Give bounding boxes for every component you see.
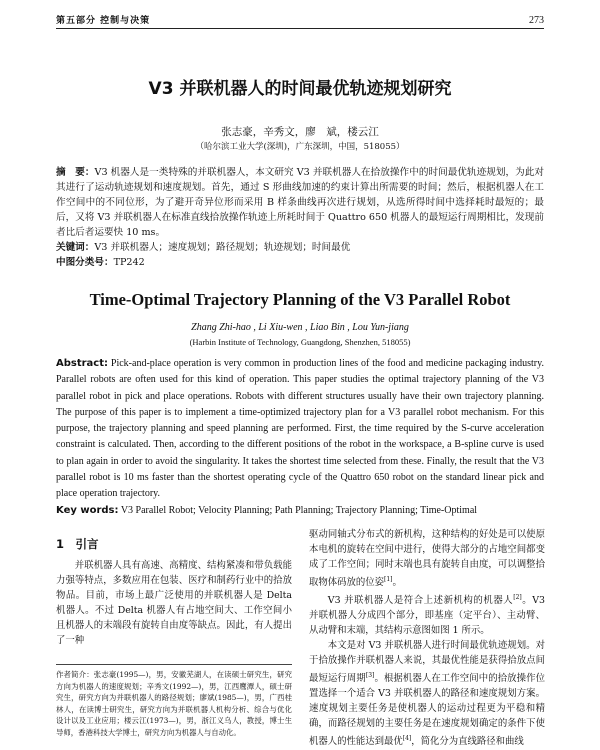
chinese-abstract-text: V3 机器人是一类特殊的并联机器人，本文研究 V3 并联机器人在拾放操作中的时间最优轨迹规划，为此对其进行了运动轨迹规划和速度规划。首先，通过 S 形曲线加速的约束计算出所需要的时间；然后，根据机器人在工作空间中的不同位形，为了避开奇异位形而采用 B 样条曲线再次进行规划，从选所得时间中选择耗时最短的；最后，又将 V3 并联机器人在标准直线拾放操作轨迹上所耗时间于 Quattro 650 机器人的最短运行周期相比，发现前者比后者运要快 10 ms。 [56, 167, 544, 238]
english-affiliation: (Harbin Institute of Technology, Guangdong, Shenzhen, 518055) [189, 337, 411, 347]
chinese-clc-text: TP242 [113, 257, 145, 268]
chinese-abstract-label: 摘 要： [56, 167, 95, 178]
chinese-abstract-block [56, 165, 544, 270]
english-authors: Zhang Zhi-hao , Li Xiu-wen , Liao Bin , Lou Yun-jiang [191, 322, 409, 333]
english-keywords-text: V3 Parallel Robot; Velocity Planning; Path Planning; Trajectory Planning; Time-Optimal [118, 504, 478, 516]
chinese-keywords-label: 关键词： [56, 242, 95, 253]
right-paragraph-3 [309, 638, 545, 749]
chinese-abstract [56, 165, 544, 240]
right-paragraph-1 [309, 527, 545, 590]
english-abstract-label: Abstract: [56, 358, 109, 369]
right-paragraph-2-end: 。V3 并联机器人分成四个部分，即基座（定平台）、主动臂、从动臂和末端，其结构示意图如图 1 所示。 [309, 595, 545, 637]
right-paragraph-2-text: V3 并联机器人是符合上述新机构的机器人 [327, 595, 514, 607]
page-number: 273 [529, 15, 544, 26]
left-column [56, 527, 292, 648]
author-footnote-text: 作者简介：张志豪(1995—)，男，安徽芜湖人，在读硕士研究生，研究方向为机器人的速度规划；辛秀文(1992—)，男，江西鹰潭人，硕士研究生，研究方向为并联机器人的路径规划；廖斌(1985—)，男，广西桂林人，在读博士研究生，研究方向为并联机器人机构分析、综合与优化设计以及工业应用；楼云江(1973—)，男，浙江义乌人，教授，博士生导师，香港科技大学博士，研究方向为机器人与自动化。 [56, 670, 292, 737]
english-keywords-label: Key words: [56, 504, 119, 516]
chinese-title: V3 并联机器人的时间最优轨迹规划研究 [148, 79, 452, 99]
section-heading-introduction: 1 引言 [56, 537, 99, 551]
chinese-keywords [56, 240, 544, 255]
right-paragraph-3-end: ，简化分为直线路径和曲线 [411, 736, 524, 748]
running-head [56, 10, 544, 29]
english-abstract-text: Pick-and-place operation is very common in production lines of the food and medicine packaging industry. Parallel robots are often used for this kind of operation. This paper studies the optimal trajectory planning of the V3 parallel robot in pick and place operations. Robots with different structures usually have their own trajectory planning. The purpose of this paper is to implement a time-optimized trajectory plan for a V3 parallel robot mechanism. For this purpose, the trajectory planning and speed planning are performed. First, the time required by the S-curve acceleration constraint is calculated. Then, according to the different positions of the robot in the workspace, a B-spline curve is used to plan again in order to avoid the singularity. It takes the shortest time selected from these. Finally, the result that the V3 parallel robot is 10 ms faster than the shortest operating cycle of the Quattro 650 robot on the standard linear pick and place operation trajectory. [56, 358, 544, 500]
chinese-authors: 张志豪，辛秀文，廖 斌，楼云江 [221, 126, 379, 138]
author-footnote [56, 664, 292, 739]
right-paragraph-2 [309, 590, 545, 638]
chinese-keywords-text: V3 并联机器人；速度规划；路径规划；轨迹规划；时间最优 [94, 242, 351, 253]
right-paragraph-1-text: 驱动同轴式分布式的新机构，这种结构的好处是可以使原本电机的旋转在空间中进行，使得大部分的占地空间都变成了工作空间；同时末端也具有旋转自由度，可以调整拾取物体码放的位姿 [309, 529, 545, 589]
citation-4[interactable]: [4] [402, 735, 412, 743]
chinese-clc [56, 255, 544, 270]
english-abstract-block [56, 356, 544, 519]
right-paragraph-1-end: 。 [392, 577, 402, 589]
citation-1[interactable]: [1] [384, 576, 393, 583]
chinese-clc-label: 中图分类号： [56, 257, 114, 268]
citation-3[interactable]: [3] [365, 672, 375, 680]
english-keywords [56, 503, 544, 519]
right-paragraph-3-mid: 。根据机器人在工作空间中的拾放操作位置选择一个适合 V3 并联机器人的路径和速度规划方案。速度规划主要任务是使机器人的运动过程更为平稳和精确，而路径规划的主要任务是在速度规划确定的条件下使机器人的性能达到最优 [309, 673, 545, 748]
english-abstract [56, 356, 544, 503]
right-paragraph-3-text: 本文是对 V3 并联机器人进行时间最优轨迹规划。对于拾放操作并联机器人来说，其最优性能是获得拾放点间最短运行周期 [309, 640, 545, 685]
citation-2[interactable]: [2] [513, 594, 522, 602]
left-paragraph-1: 并联机器人具有高速、高精度、结构紧凑和带负载能力强等特点，多数应用在包装、医疗和制药行业中的拾放物品。目前，市场上最广泛使用的并联机器人是 Delta 机器人。不过 Delta 机器人有占地空间大、工作空间小且机器人的末端段有旋转自由度等缺点。因此，有人提出了一种 [56, 560, 292, 646]
chinese-affiliation: （哈尔滨工业大学(深圳)，广东深圳，中国，518055） [195, 142, 405, 152]
running-head-section: 第五部分 控制与决策 [56, 16, 151, 26]
right-column [309, 527, 545, 750]
english-title: Time-Optimal Trajectory Planning of the V3 Parallel Robot [89, 290, 511, 309]
